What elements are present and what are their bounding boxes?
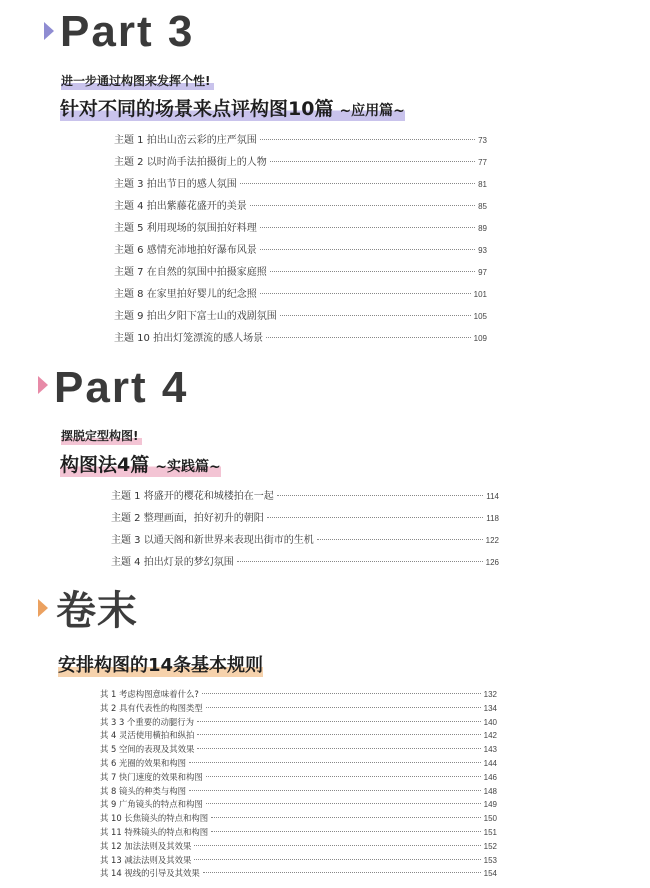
rule-row [100,854,497,868]
topic-row-label: 主题 9 拍出夕阳下富士山的戏剧氛围 [114,311,277,322]
dot-leader [260,293,471,294]
dot-leader [270,161,475,162]
dot-leader [280,315,471,316]
rule-row-page-number: 142 [483,731,497,741]
rule-row-page-number: 134 [483,703,497,713]
topic-row [114,307,487,329]
rule-row [100,757,497,771]
dot-leader [266,337,471,338]
rule-row-label: 其 10 长焦镜头的特点和构图 [100,813,209,824]
rule-row-label: 其 9 广角镜头的特点和构图 [100,799,203,810]
topic-row-label: 主题 7 在自然的氛围中拍摄家庭照 [114,267,267,278]
rule-row-page-number: 148 [483,786,497,796]
topic-row-label: 主题 3 拍出节日的感人氛围 [114,179,237,190]
dot-leader [250,205,475,206]
part3-marker-icon [44,22,54,40]
topic-row-label: 主题 10 拍出灯笼漂流的感人场景 [114,333,264,344]
dot-leader [260,227,475,228]
rule-row [100,771,497,785]
topic-row [114,197,487,219]
topic-row [111,553,499,575]
dot-leader [194,845,480,846]
rule-row-page-number: 144 [483,758,497,768]
rule-row [100,867,497,881]
appendix-rule-list [100,688,497,881]
rule-row-label: 其 1 考虑构图意味着什么? [100,689,199,699]
rule-row [100,743,497,757]
dot-leader [203,872,481,873]
rule-row-label: 其 6 光圈的效果和构图 [100,757,187,768]
part4-headline [60,450,221,477]
dot-leader [267,517,484,518]
topic-row-label: 主题 4 拍出灯景的梦幻氛围 [111,557,234,568]
rule-row [100,688,497,702]
dot-leader [206,803,481,804]
part3-title: Part 3 [60,7,195,56]
rule-row-label: 其 5 空间的表现及其效果 [100,744,195,755]
dot-leader [206,776,481,777]
rule-row-page-number: 154 [483,869,497,879]
dot-leader [277,495,484,496]
topic-row [114,153,487,175]
rule-row-label: 其 7 快门速度的效果和构图 [100,771,203,782]
part4-headline-text: 构图法4篇 [60,454,150,476]
topic-row-page-number: 93 [478,246,487,255]
topic-row-page-number: 81 [478,180,487,189]
rule-row-page-number: 149 [483,800,497,810]
topic-row-page-number: 122 [485,536,499,545]
dot-leader [189,790,481,791]
appendix-headline: 安排构图的14条基本规则 [58,651,263,677]
topic-row-page-number: 101 [473,290,487,299]
topic-row-page-number: 105 [473,312,487,321]
topic-row-page-number: 126 [485,558,499,567]
dot-leader [194,859,480,860]
appendix-marker-icon [38,599,48,617]
part3-topic-list [114,131,487,351]
topic-row [114,131,487,153]
topic-row [111,487,499,509]
dot-leader [206,707,481,708]
topic-row-page-number: 85 [478,202,487,211]
topic-row-label: 主题 1 将盛开的樱花和城楼拍在一起 [111,491,274,502]
topic-row-label: 主题 2 整理画面，拍好初升的朝阳 [111,513,264,524]
topic-row-label: 主题 6 感情充沛地拍好瀑布风景 [114,245,257,256]
rule-row [100,702,497,716]
part3-headline-text: 针对不同的场景来点评构图10篇 [60,98,334,120]
rule-row [100,826,497,840]
rule-row-label: 其 8 镜头的种类与构图 [100,785,187,796]
dot-leader [197,721,481,722]
topic-row [114,219,487,241]
topic-row [114,285,487,307]
topic-row-label: 主题 3 以通天阁和新世界来表现出街市的生机 [111,535,314,546]
rule-row [100,812,497,826]
rule-row-page-number: 143 [483,745,497,755]
rule-row [100,716,497,730]
part3-headline [60,94,405,121]
topic-row [111,509,499,531]
rule-row-page-number: 152 [483,841,497,851]
dot-leader [211,831,481,832]
dot-leader [260,249,475,250]
part4-headline-sub: ~实践篇~ [155,459,221,475]
rule-row-label: 其 4 灵活使用横拍和纵拍 [100,730,195,741]
part4-marker-icon [38,376,48,394]
rule-row [100,798,497,812]
rule-row-label: 其 13 减法法则及其效果 [100,854,192,865]
topic-row-page-number: 97 [478,268,487,277]
rule-row-page-number: 150 [483,814,497,824]
topic-row-label: 主题 8 在家里拍好婴儿的纪念照 [114,289,257,300]
rule-row-label: 其 11 特殊镜头的特点和构图 [100,826,209,837]
dot-leader [211,817,481,818]
dot-leader [260,139,475,140]
part4-title: Part 4 [54,363,189,412]
part4-tagline: 摆脱定型构图! [61,427,142,445]
topic-row [114,329,487,351]
rule-row-label: 其 2 具有代表性的构图类型 [100,702,203,713]
appendix-title: 卷末 [56,589,138,633]
rule-row [100,785,497,799]
topic-row-label: 主题 4 拍出紫藤花盛开的美景 [114,201,247,212]
topic-row [111,531,499,553]
rule-row-page-number: 146 [483,772,497,782]
topic-row-page-number: 77 [478,158,487,167]
dot-leader [240,183,475,184]
rule-row-label: 其 14 视线的引导及其效果 [100,868,200,879]
dot-leader [237,561,483,562]
rule-row-page-number: 153 [483,855,497,865]
rule-row-page-number: 132 [483,690,497,699]
dot-leader [317,539,483,540]
dot-leader [197,748,480,749]
dot-leader [202,693,481,694]
topic-row-label: 主题 2 以时尚手法拍摄街上的人物 [114,157,267,168]
topic-row-page-number: 109 [473,334,487,343]
rule-row-label: 其 12 加法法则及其效果 [100,840,192,851]
topic-row [114,175,487,197]
topic-row-page-number: 73 [478,136,487,145]
topic-row-page-number: 89 [478,224,487,233]
topic-row [114,241,487,263]
topic-row [114,263,487,285]
rule-row-page-number: 151 [483,827,497,837]
rule-row-label: 其 3 3 个重要的动腿行为 [100,716,195,727]
topic-row-label: 主题 1 拍出山峦云彩的庄严氛围 [114,135,257,146]
dot-leader [189,762,481,763]
part3-tagline: 进一步通过构图来发挥个性! [61,72,214,90]
rule-row [100,729,497,743]
rule-row [100,840,497,854]
part3-headline-sub: ~应用篇~ [339,103,405,119]
part4-topic-list [111,487,499,575]
topic-row-page-number: 114 [486,492,499,501]
topic-row-page-number: 118 [486,514,499,523]
topic-row-label: 主题 5 利用现场的氛围拍好料理 [114,223,257,234]
rule-row-page-number: 140 [483,717,497,727]
dot-leader [270,271,475,272]
dot-leader [197,734,480,735]
